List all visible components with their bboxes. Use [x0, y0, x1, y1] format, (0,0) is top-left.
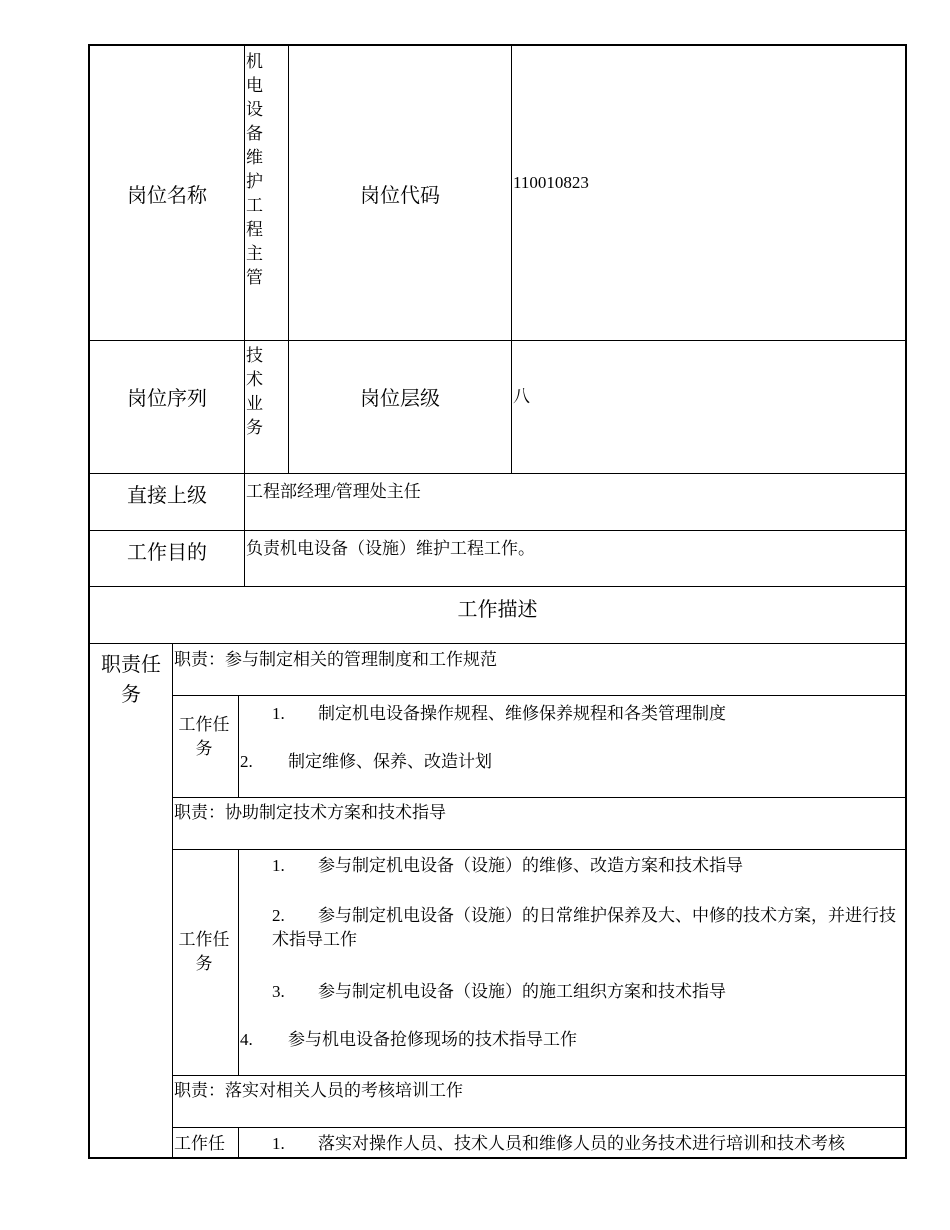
post-level-label: 岗位层级	[360, 387, 440, 410]
table-border-right	[905, 44, 907, 1159]
row-divider	[172, 849, 907, 850]
task-text: 参与制定机电设备（设施）的日常维护保养及大、中修的技术方案，并进行技术指导工作	[272, 906, 896, 949]
task-number: 2.	[272, 906, 285, 925]
task-item	[272, 980, 726, 1004]
task-number: 1.	[272, 704, 285, 723]
description-title: 工作描述	[457, 599, 538, 621]
post-name-value: 机电设备维护工程主管	[246, 52, 263, 287]
col-divider	[238, 695, 239, 797]
task-text: 制定机电设备操作规程、维修保养规程和各类管理制度	[318, 704, 726, 723]
task-item	[240, 1028, 577, 1052]
task-item	[240, 750, 492, 774]
superior-value: 工程部经理/管理处主任	[246, 482, 421, 501]
purpose-label: 工作目的	[127, 542, 207, 564]
task-number: 1.	[272, 1134, 285, 1153]
col-divider	[244, 44, 245, 587]
task-label: 工作任务	[178, 930, 230, 973]
task-text: 参与制定机电设备（设施）的施工组织方案和技术指导	[318, 982, 726, 1001]
task-label: 工作任	[174, 1134, 225, 1153]
row-divider	[172, 1127, 907, 1128]
table-border-bottom	[88, 1157, 907, 1159]
post-level-value: 八	[513, 387, 530, 406]
task-text: 参与制定机电设备（设施）的维修、改造方案和技术指导	[318, 856, 743, 875]
col-divider	[172, 643, 173, 1158]
post-series-label: 岗位序列	[127, 387, 207, 410]
duty-text: 职责：落实对相关人员的考核培训工作	[174, 1081, 463, 1100]
purpose-value: 负责机电设备（设施）维护工程工作。	[246, 539, 535, 558]
task-number: 3.	[272, 982, 285, 1001]
task-text: 落实对操作人员、技术人员和维修人员的业务技术进行培训和技术考核	[318, 1134, 845, 1153]
task-label: 工作任务	[178, 715, 230, 758]
task-item	[272, 904, 900, 952]
task-item	[272, 702, 726, 726]
post-name-label: 岗位名称	[127, 184, 207, 207]
row-divider	[172, 797, 907, 798]
task-number: 4.	[240, 1030, 253, 1049]
post-code-label: 岗位代码	[360, 184, 440, 207]
row-divider	[172, 695, 907, 696]
col-divider	[511, 44, 512, 474]
row-divider	[88, 530, 907, 531]
duty-text: 职责：协助制定技术方案和技术指导	[174, 803, 446, 822]
post-code-value: 110010823	[513, 173, 589, 192]
col-divider	[238, 849, 239, 1075]
row-divider	[88, 586, 907, 587]
task-item	[272, 1132, 845, 1156]
task-text: 制定维修、保养、改造计划	[288, 752, 492, 771]
task-item	[272, 854, 743, 878]
col-divider	[238, 1127, 239, 1158]
superior-label: 直接上级	[127, 485, 207, 507]
task-number: 1.	[272, 856, 285, 875]
row-divider	[88, 473, 907, 474]
duties-label: 职责任务	[101, 654, 161, 706]
duty-text: 职责：参与制定相关的管理制度和工作规范	[174, 650, 497, 669]
row-divider	[172, 1075, 907, 1076]
task-text: 参与机电设备抢修现场的技术指导工作	[288, 1030, 577, 1049]
task-number: 2.	[240, 752, 253, 771]
row-divider	[88, 643, 907, 644]
post-series-value: 技术业务	[246, 346, 263, 437]
